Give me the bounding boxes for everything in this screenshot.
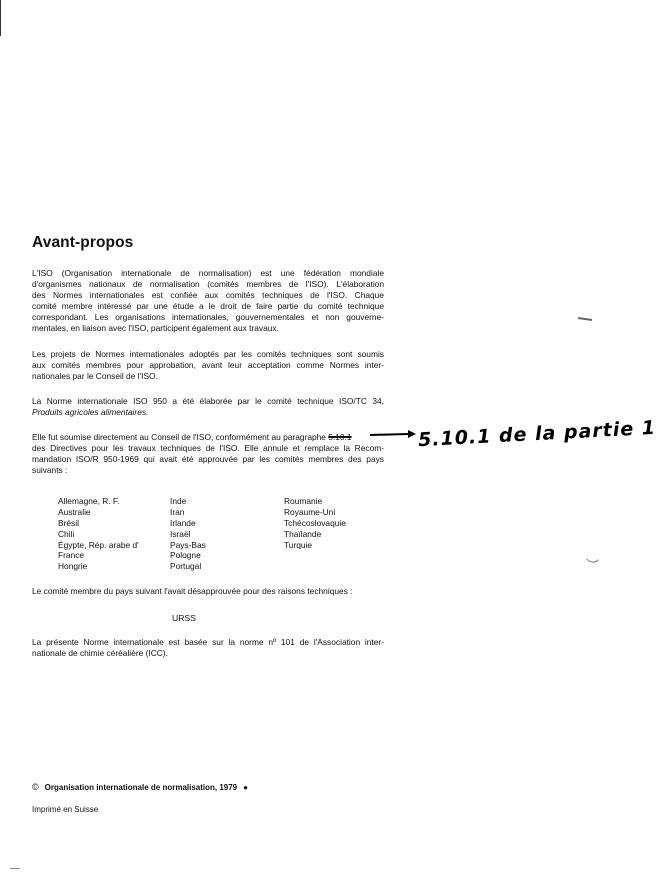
printed-in: Imprimé en Suisse [32, 805, 99, 814]
country-name: Australie [58, 506, 91, 517]
struck-reference: 5.10.1 [328, 432, 352, 442]
paragraph-basis [32, 637, 384, 659]
country-name: Iran [170, 506, 185, 517]
copyright-icon: © [32, 782, 39, 792]
text-line: correspondant. Les organisations internationales, gouvernementales et non gouverne- [32, 311, 384, 322]
text-line: L'ISO (Organisation internationale de normalisation) est une fédération mondiale [32, 268, 384, 278]
margin-mark [10, 868, 20, 869]
text-line: aux comités membres pour approbation, avant leur acceptation comme Normes inter- [32, 359, 384, 370]
text-line: nationale de chimie céréalière (ICC). [32, 647, 168, 658]
country-name: Roumanie [284, 496, 323, 506]
committee-name: Produits agricoles alimentaires. [32, 406, 149, 417]
copyright-text: Organisation internationale de normalisation, 1979 [44, 783, 238, 792]
country-name: Israël [170, 528, 191, 539]
text-line: Les projets de Normes internationales adoptés par les comités techniques sont soumis [32, 349, 384, 359]
country-name: Hongrie [58, 561, 88, 572]
text-line: La présente Norme internationale est basée sur la norme nº 101 de l'Association inter- [32, 637, 384, 647]
text-line: Le comité membre du pays suivant l'avait désapprouvée pour des raisons techniques : [32, 586, 353, 596]
text-line: mandation ISO/R 950-1969 qui avait été approuvée par les comités membres des pays [32, 453, 384, 464]
copyright-notice [32, 782, 248, 792]
country-name: Égypte, Rép. arabe d' [58, 539, 139, 550]
country-name: Irlande [170, 517, 196, 528]
text-line: nationales par le Conseil de l'ISO. [32, 370, 158, 381]
country-name: Allemagne, R. F. [58, 496, 120, 506]
section-title: Avant-propos [32, 234, 134, 251]
country-column-3 [284, 496, 346, 550]
country-name: Royaume-Uni [284, 506, 336, 517]
country-name: Brésil [58, 517, 79, 528]
disapproving-country: URSS [172, 613, 196, 623]
country-name: Chili [58, 528, 75, 539]
country-name: Thaïlande [284, 528, 322, 539]
country-name: Turquie [284, 539, 313, 550]
text-line: La Norme internationale ISO 950 a été élaborée par le comité technique ISO/TC 34, [32, 396, 384, 406]
text-line: suivants : [32, 464, 68, 475]
country-name: France [58, 550, 85, 561]
country-name: Portugal [170, 561, 202, 572]
paragraph-disapproval [32, 586, 384, 597]
text-line: Elle fut soumise directement au Conseil de l'ISO, conformément au paragraphe [32, 432, 326, 442]
bullet-icon: ● [243, 783, 248, 792]
country-name: Inde [170, 496, 187, 506]
country-name: Pologne [170, 550, 201, 561]
text-line: des Directives pour les travaux techniques de l'ISO. Elle annule et remplace la Recom- [32, 442, 384, 453]
country-column-1 [58, 496, 139, 572]
country-name: Pays-Bas [170, 539, 206, 550]
country-column-2 [170, 496, 206, 572]
text-line: des Normes internationales est confiée aux comités techniques de l'ISO. Chaque [32, 289, 384, 300]
text-line: d'organismes nationaux de normalisation (comités membres de l'ISO). L'élaboration [32, 278, 384, 289]
country-name: Tchécoslovaquie [284, 517, 346, 528]
text-line: comité membre intéressé par une étude a le droit de faire partie du comité technique [32, 300, 384, 311]
handwritten-annotation: 5.10.1 de la partie 1 [417, 416, 657, 452]
text-line: mentales, en liaison avec l'ISO, participent également aux travaux. [32, 322, 279, 333]
